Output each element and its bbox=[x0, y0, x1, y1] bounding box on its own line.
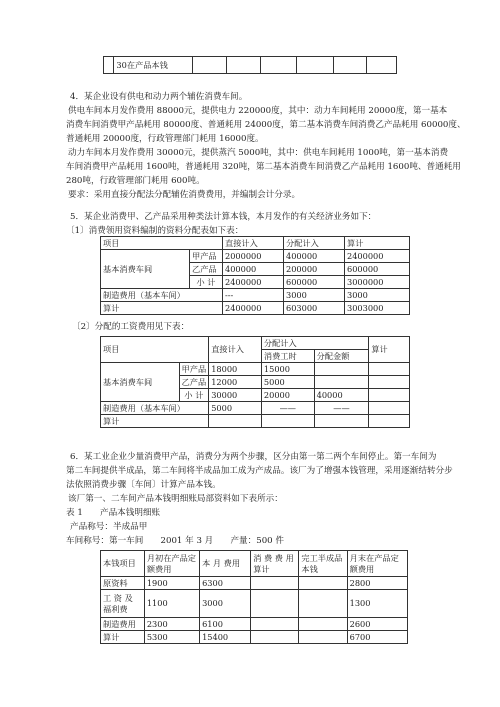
paragraph-line: 普通耗用 20000度，行政管理部门耗用 16000度。 bbox=[66, 134, 264, 144]
cell-amount bbox=[314, 363, 369, 376]
table-cell: 2600 bbox=[347, 618, 407, 631]
top-table-cell bbox=[261, 57, 297, 74]
cell-direct: 2000000 bbox=[223, 250, 284, 263]
question-5-part2 bbox=[72, 320, 189, 334]
table-cell: 6700 bbox=[347, 631, 407, 644]
table-cell: 2800 bbox=[347, 577, 407, 590]
table-cell: 2300 bbox=[144, 618, 199, 631]
table-number: 表 1 产品本钱明细账 bbox=[66, 508, 161, 518]
product-name: 产品称号：半成品甲 bbox=[70, 522, 148, 532]
cell-alloc: 600000 bbox=[284, 276, 345, 289]
table-cell: 5300 bbox=[144, 631, 199, 644]
row-label: 在产品本钱 bbox=[126, 59, 168, 70]
question-5 bbox=[66, 210, 466, 238]
basic-workshop-label: 基本消费车间 bbox=[101, 363, 180, 402]
table-row bbox=[101, 302, 410, 315]
row-label: 甲产品 bbox=[179, 363, 209, 376]
header-direct: 直接计入 bbox=[209, 337, 262, 363]
requirement-text: 要求：采用直接分配法分配辅佐消费费用，并编制会计分录。 bbox=[68, 190, 301, 200]
header-total: 算计 bbox=[369, 337, 410, 363]
cell-direct bbox=[209, 415, 262, 428]
table-row bbox=[101, 289, 410, 302]
cell-direct: 18000 bbox=[209, 363, 262, 376]
table-row bbox=[101, 363, 410, 376]
cell-hours: 20000 bbox=[261, 389, 314, 402]
row-number: 30 bbox=[116, 59, 127, 70]
cell-total bbox=[369, 389, 410, 402]
header-amount: 分配金额 bbox=[314, 350, 369, 363]
table-cell: 15400 bbox=[200, 631, 251, 644]
row-label: 制造费用 bbox=[101, 618, 145, 631]
row-label: 甲产品 bbox=[190, 250, 223, 263]
row-label: 工 资 及 福利费 bbox=[101, 590, 145, 618]
cell-total bbox=[369, 402, 410, 415]
paragraph-line: 车间消费甲产品耗用 1600吨，普通耗用 320吨，第二基本消费车间消费乙产品耗用 1600吨、普通耗用 bbox=[66, 162, 461, 172]
paragraph-line: 法依照消费步骤〔车间〕计算产品本钱。 bbox=[66, 480, 221, 490]
cell-direct: 12000 bbox=[209, 376, 262, 389]
top-table-cell bbox=[296, 57, 334, 74]
table-cell bbox=[299, 577, 347, 590]
header-alloc: 分配计入 bbox=[284, 237, 345, 250]
table-row bbox=[101, 631, 408, 644]
top-table bbox=[103, 56, 397, 74]
table-row bbox=[101, 618, 408, 631]
wage-allocation-table bbox=[100, 336, 410, 428]
row-label: 算计 bbox=[101, 302, 223, 315]
header-cell: 消 费 费 用算计 bbox=[251, 551, 299, 577]
workshop-line: 车间称号：第一车间 2001 年 3 月 产量：500 件 bbox=[66, 536, 284, 546]
cell-total bbox=[369, 376, 410, 389]
table-cell: 3000 bbox=[200, 590, 251, 618]
header-direct: 直接计入 bbox=[223, 237, 284, 250]
cell-amount: 40000 bbox=[314, 389, 369, 402]
cell-amount bbox=[314, 415, 369, 428]
table-caption: 〔1〕消费领用资料编制的资料分配表如下表： bbox=[66, 226, 244, 236]
table-cell: 6300 bbox=[200, 577, 251, 590]
row-label: 小 计 bbox=[190, 276, 223, 289]
question-title: 5．某企业消费甲、乙产品采用种类法计算本钱，本月发作的有关经济业务如下： bbox=[70, 212, 377, 222]
paragraph-line: 第二车间提供半成品，第二车间将半成品加工成为产成品。该厂为了增强本钱管理，采用逐渐结转分步 bbox=[66, 466, 453, 476]
table-cell bbox=[299, 631, 347, 644]
cell-total: 3003000 bbox=[345, 302, 410, 315]
header-cell: 完工半成品本钱 bbox=[299, 551, 347, 577]
top-table-cell bbox=[227, 57, 261, 74]
cell-alloc: 3000 bbox=[284, 289, 345, 302]
table-cell bbox=[251, 631, 299, 644]
table-cell bbox=[251, 577, 299, 590]
cell-hours bbox=[261, 415, 314, 428]
row-label: 算计 bbox=[101, 631, 145, 644]
cell-amount bbox=[314, 376, 369, 389]
table-row bbox=[101, 577, 408, 590]
question-4 bbox=[66, 90, 466, 202]
table-row bbox=[101, 415, 410, 428]
row-label: 原资料 bbox=[101, 577, 145, 590]
intro-text: 该厂第一、二车间产品本钱明细账局部资料如下表所示： bbox=[68, 494, 283, 504]
header-cell: 月末在产品定额费用 bbox=[347, 551, 407, 577]
cell-total: 3000000 bbox=[345, 276, 410, 289]
header-total: 算计 bbox=[345, 237, 410, 250]
header-cell: 本钱项目 bbox=[101, 551, 145, 577]
table-caption: 〔2〕分配的工资费用见下表： bbox=[72, 322, 190, 332]
cell-hours: 5000 bbox=[261, 376, 314, 389]
table-cell bbox=[251, 590, 299, 618]
top-table-row bbox=[114, 57, 193, 74]
cell-hours: 15000 bbox=[261, 363, 314, 376]
table-cell: 1300 bbox=[347, 590, 407, 618]
paragraph-line: 动力车间本月发作费用 30000元，提供蒸汽 5000吨，其中：供电车间耗用 1000吨，第一基本消费 bbox=[68, 148, 449, 158]
top-table-cell bbox=[334, 57, 366, 74]
cell-total: 2400000 bbox=[345, 250, 410, 263]
cell-total: 600000 bbox=[345, 263, 410, 276]
cell-hours: —— bbox=[261, 402, 314, 415]
header-item: 项目 bbox=[101, 237, 223, 250]
cell-total bbox=[369, 363, 410, 376]
top-table-cell bbox=[193, 57, 227, 74]
cell-alloc: 603000 bbox=[284, 302, 345, 315]
header-cell: 月初在产品定额费用 bbox=[144, 551, 199, 577]
cell-direct: 400000 bbox=[223, 263, 284, 276]
row-label: 乙产品 bbox=[179, 376, 209, 389]
paragraph-line: 280吨，行政管理部门耗用 600吨。 bbox=[66, 176, 205, 186]
header-cell: 本 月 费用 bbox=[200, 551, 251, 577]
material-allocation-table bbox=[100, 236, 410, 315]
cell-direct: 2400000 bbox=[223, 302, 284, 315]
header-hours: 消费工时 bbox=[261, 350, 314, 363]
cell-alloc: 400000 bbox=[284, 250, 345, 263]
cost-detail-table bbox=[100, 550, 408, 644]
cell-total bbox=[369, 415, 410, 428]
question-6 bbox=[66, 450, 466, 548]
cell-direct: 30000 bbox=[209, 389, 262, 402]
cell-amount: —— bbox=[314, 402, 369, 415]
row-label: 乙产品 bbox=[190, 263, 223, 276]
table-row bbox=[101, 250, 410, 263]
table-cell bbox=[299, 618, 347, 631]
cell-direct: 5000 bbox=[209, 402, 262, 415]
cell-direct: 2400000 bbox=[223, 276, 284, 289]
basic-workshop-label: 基本消费车间 bbox=[101, 250, 190, 289]
row-label: 算计 bbox=[101, 415, 209, 428]
row-label: 小 计 bbox=[179, 389, 209, 402]
question-title: 4．某企业设有供电和动力两个辅佐消费车间。 bbox=[70, 92, 248, 102]
cell-total: 3000 bbox=[345, 289, 410, 302]
header-alloc: 分配计入 bbox=[261, 337, 368, 350]
table-row bbox=[101, 590, 408, 618]
table-cell: 1900 bbox=[144, 577, 199, 590]
paragraph-line: 消费车间消费甲产品耗用 80000度、普通耗用 24000度，第二基本消费车间消费乙产品耗用 60000度、 bbox=[66, 120, 466, 130]
table-cell: 6100 bbox=[200, 618, 251, 631]
table-cell: 1100 bbox=[144, 590, 199, 618]
header-item: 项目 bbox=[101, 337, 209, 363]
paragraph-line: 供电车间本月发作费用 88000元，提供电力 220000度，其中：动力车间耗用 20000度，第一基本 bbox=[68, 106, 448, 116]
row-label: 制造费用（基本车间） bbox=[101, 289, 223, 302]
table-row bbox=[101, 402, 410, 415]
paragraph-line: 6．某工业企业少量消费甲产品，消费分为两个步骤，区分由第一第二两个车间停止。第一车间为 bbox=[70, 452, 437, 462]
table-cell bbox=[299, 590, 347, 618]
row-label: 制造费用（基本车间） bbox=[101, 402, 209, 415]
top-table-cell bbox=[104, 57, 114, 74]
cell-direct: --- bbox=[223, 289, 284, 302]
top-table-cell bbox=[366, 57, 396, 74]
table-cell bbox=[251, 618, 299, 631]
cell-alloc: 200000 bbox=[284, 263, 345, 276]
